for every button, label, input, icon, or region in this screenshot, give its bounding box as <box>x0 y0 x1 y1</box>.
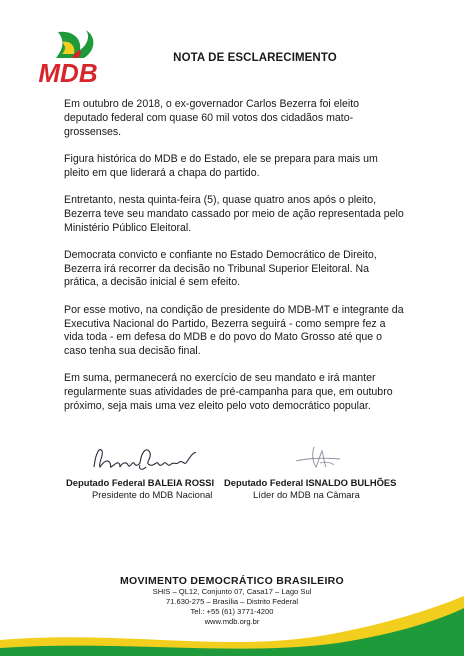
paragraph-2: Figura histórica do MDB e do Estado, ele se prepara para mais um pleito em que liderará a chapa do partido. <box>64 152 378 179</box>
footer-phone: Tel.: +55 (61) 3771-4200 <box>190 607 274 616</box>
footer-website[interactable]: www.mdb.org.br <box>204 617 260 626</box>
handwritten-signature-left <box>90 441 200 477</box>
paragraph-4: Democrata convicto e confiante no Estado Democrático de Direito, Bezerra irá recorrer da decisão no Tribunal Superior Eleitoral. Na prática, a decisão inicial é sem efeito. <box>64 248 377 289</box>
handwritten-signature-right <box>290 443 350 473</box>
mdb-logo <box>28 28 108 90</box>
paragraph-1: Em outubro de 2018, o ex-governador Carlos Bezerra foi eleito deputado federal com quase 60 mil votos dos cidadãos mato-grossenses. <box>64 98 360 138</box>
letter-body <box>64 98 404 427</box>
signature-block <box>0 435 464 505</box>
footer <box>0 575 464 627</box>
signer-right-name: Deputado Federal ISNALDO BULHÕES <box>224 477 397 488</box>
footer-city: 71.630-275 – Brasília – Distrito Federal <box>165 597 299 606</box>
signer-left-name: Deputado Federal BALEIA ROSSI <box>66 477 215 488</box>
paragraph-3: Entretanto, nesta quinta-feira (5), quase quatro anos após o pleito, Bezerra teve seu mandato cassado por meio de ação representada pelo Ministério Público Eleitoral. <box>64 193 404 234</box>
signer-right-role: Líder do MDB na Câmara <box>253 489 360 500</box>
svg-text:MDB: MDB <box>38 58 98 88</box>
footer-address: SHIS – QL12, Conjunto 07, Casa17 – Lago Sul <box>152 587 312 596</box>
footer-organization: MOVIMENTO DEMOCRÁTICO BRASILEIRO <box>119 575 345 587</box>
paragraph-6: Em suma, permanecerá no exercício de seu mandato e irá manter regularmente suas atividades de pré-campanha para que, em outubro próximo, seja mais uma vez eleito pelo voto democrático popular. <box>64 372 393 413</box>
page-title: NOTA DE ESCLARECIMENTO <box>173 52 337 64</box>
signer-left-role: Presidente do MDB Nacional <box>92 489 213 500</box>
paragraph-5: Por esse motivo, na condição de presidente do MDB-MT e integrante da Executiva Nacional do Partido, Bezerra seguirá - como sempre fez a vida toda - em defesa do MDB e do povo do Mato Grosso até que o caso tenha sua decisão final. <box>64 303 404 358</box>
